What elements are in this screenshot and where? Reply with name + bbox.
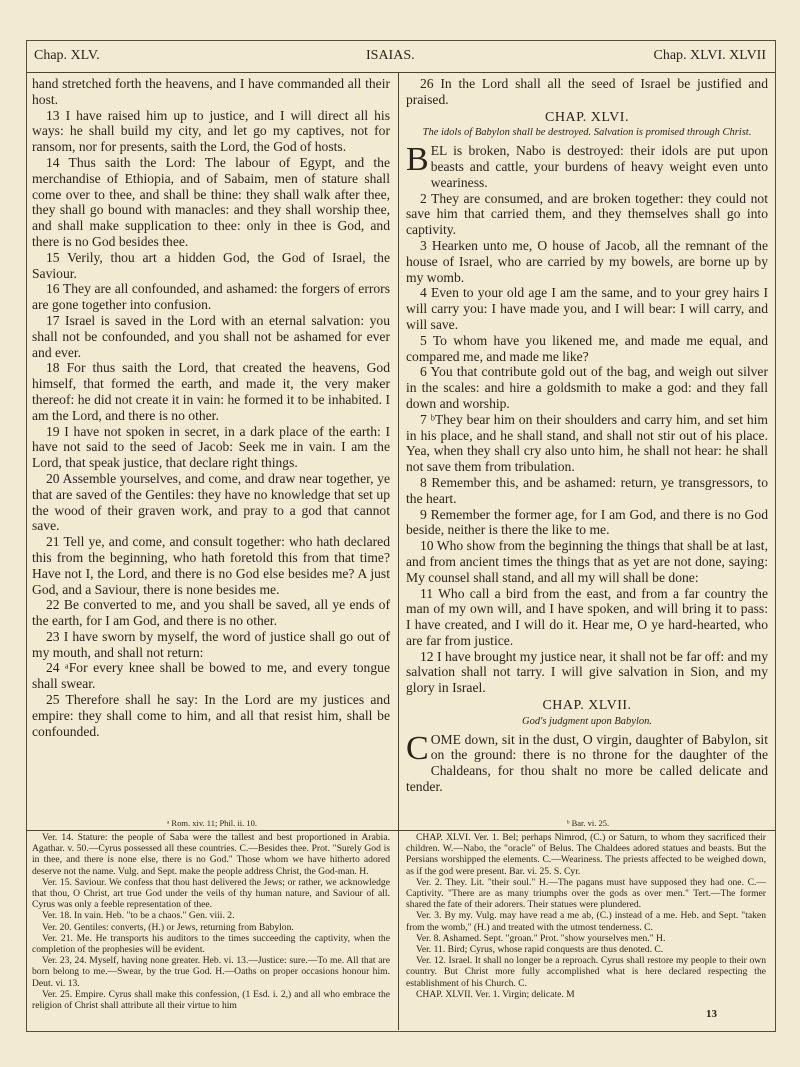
note: Ver. 18. In vain. Heb. "to be a chaos." Gen. viii. 2.	[42, 910, 235, 922]
footnote-rule	[26, 830, 775, 831]
verse-text: 12 I have brought my justice near, it shall not be far off: and my salvation shall not tarry. I will give salvation in Sion, and my glory in Israel.	[406, 648, 768, 696]
verse-text: OME down, sit in the dust, O virgin, daughter of Babylon, sit on the ground: there is no throne for the daughter of the Chaldeans, for thou shalt no more be called delicate and tender.	[406, 731, 768, 795]
note: Ver. 21. Me. He transports his auditors to the times succeeding the captivity, when the completion of the prophesies will be evident.	[32, 932, 390, 956]
verse-text: 17 Israel is saved in the Lord with an eternal salvation: you shall not be confounded, and you shall not be ashamed for ever and ever.	[32, 312, 390, 360]
verse-text: 9 Remember the former age, for I am God, and there is no God beside, neither is there the like to me.	[406, 506, 768, 538]
verse-text: 20 Assemble yourselves, and come, and draw near together, ye that are saved of the Gentiles: they have no knowledge that set up the wood of their graven work, and pray to a god that cannot save.	[32, 470, 390, 534]
note: CHAP. XLVII. Ver. 1. Virgin; delicate. M	[416, 988, 575, 1000]
page-number: 13	[706, 1008, 717, 1020]
drop-cap: C	[406, 729, 429, 767]
notes-divider	[398, 830, 399, 1030]
note: Ver. 25. Empire. Cyrus shall make this confession, (1 Esd. i. 2,) and all who embrace the religion of Christ shall attribute all their virtue to him	[32, 988, 390, 1012]
verse-text: 15 Verily, thou art a hidden God, the God of Israel, the Saviour.	[32, 249, 390, 281]
left-column	[32, 76, 390, 739]
verse-text: 11 Who call a bird from the east, and from a far country the man of my own will, and I have spoken, and will bring it to pass: I have created, and I will do it. Hear me, O ye hard-hearted, who are far from justice.	[406, 585, 768, 648]
chapter-summary: The idols of Babylon shall be destroyed. Salvation is promised through Christ.	[422, 127, 752, 139]
chapter-opening	[406, 143, 768, 190]
note: Ver. 2. They. Lit. "their soul." H.—The pagans must have supposed they had one. C.—Captivity. "There are as many triumphs over the gods as over men." Tert.—The former shared the fate of their adorers. Their statues were plundered.	[406, 876, 766, 911]
header-left: Chap. XLV.	[34, 48, 100, 63]
note: Ver. 8. Ashamed. Sept. "groan." Prot. "show yourselves men." H.	[416, 932, 666, 944]
note: Ver. 3. By my. Vulg. may have read a me ab, (C.) instead of a me. Heb. and Sept. "taken from the womb," (H.) and treated with the utmost tenderness. C.	[406, 910, 766, 933]
note: Ver. 23, 24. Myself, having none greater. Heb. vi. 13.—Justice: sure.—To me. All that are born belong to me.—Swear, by the true God. H.—Oaths on proper occasions honour him. Deut. vi. 13.	[32, 955, 390, 989]
verse-text: hand stretched forth the heavens, and I have commanded all their host.	[32, 76, 390, 107]
drop-cap: B	[406, 141, 429, 179]
note: Ver. 12. Israel. It shall no longer be a reproach. Cyrus shall restore my people to their own country. But Christ more fully accomplished what is here declared respecting the establishment of his Church. C.	[406, 955, 766, 989]
chapter-heading: CHAP. XLVII.	[542, 698, 632, 714]
verse-text: 16 They are all confounded, and ashamed: the forgers of errors are gone together into confusion.	[32, 281, 390, 313]
header-center: ISAIAS.	[366, 48, 415, 63]
book-page	[26, 22, 778, 1032]
notes-right	[406, 832, 766, 1000]
chapter-summary: God's judgment upon Babylon.	[522, 715, 652, 727]
verse-text: 10 Who show from the beginning the things that shall be at last, and from ancient times the things that as yet are not done, saying: My counsel shall stand, and all my will shall be done:	[406, 538, 768, 585]
verse-text: 21 Tell ye, and come, and consult together: who hath declared this from the beginning, who hath foretold this from that time? Have not I, the Lord, and there is no God else besides me? A just God, and a Saviour, there is none besides me.	[32, 534, 390, 597]
note: Ver. 11. Bird; Cyrus, whose rapid conquests are thus denoted. C.	[416, 944, 664, 956]
verse-text: EL is broken, Nabo is destroyed: their idols are put upon beasts and cattle, your burdens of heavy weight even unto weariness.	[430, 143, 768, 190]
right-column	[406, 76, 768, 795]
note: Ver. 14. Stature: the people of Saba were the tallest and best proportioned in Arabia. Agathar. v. 50.—Cyrus possessed all these countries. C.—Besides thee. Prot. "Surely God is in thee, and there is none else, there is no God." Those whom we have hitherto adored deserve not the name. Vulg. and Sept. make the people address Christ, the God-man. H.	[32, 832, 390, 877]
verse-text: 3 Hearken unto me, O house of Jacob, all the remnant of the house of Israel, who are carried by my bowels, are borne up by my womb.	[406, 237, 768, 285]
verse-text: 22 Be converted to me, and you shall be saved, all ye ends of the earth, for I am God, and there is no other.	[32, 597, 390, 629]
verse-text: 18 For thus saith the Lord, that created the heavens, God himself, that formed the earth, and made it, the very maker thereof: he did not create it in vain: he formed it to be inhabited. I am the Lord, and there is no other.	[32, 360, 390, 423]
verse-text: 13 I have raised him up to justice, and I will direct all his ways: he shall build my city, and let go my captives, not for ransom, nor for presents, saith the Lord, the God of hosts.	[32, 107, 390, 155]
verse-text: 8 Remember this, and be ashamed: return, ye transgressors, to the heart.	[406, 474, 768, 506]
verse-text: 24 ᵃFor every knee shall be bowed to me, and every tongue shall swear.	[32, 660, 390, 692]
footnote-right: ᵇ Bar. vi. 25.	[566, 818, 610, 828]
chapter-heading: CHAP. XLVI.	[545, 109, 629, 125]
verse-text: 4 Even to your old age I am the same, and to your grey hairs I will carry you: I have made you, and I will bear: I will carry, and will save.	[406, 285, 768, 332]
verse-text: 6 You that contribute gold out of the bag, and weigh out silver in the scales: and hire a goldsmith to make a god: and they fall down and worship.	[406, 364, 768, 411]
note: Ver. 20. Gentiles: converts, (H.) or Jews, returning from Babylon.	[42, 921, 294, 933]
chapter-opening	[406, 729, 768, 795]
note: Ver. 15. Saviour. We confess that thou hast delivered the Jews; or rather, we acknowledge that thou, O Christ, art true God under the veils of thy human nature, and Saviour of all. Cyrus was only a feeble representation of thee.	[32, 876, 390, 911]
verse-text: 23 I have sworn by myself, the word of justice shall go out of my mouth, and shall not return:	[32, 628, 390, 660]
verse-text: 5 To whom have you likened me, and made me equal, and compared me, and made me like?	[406, 332, 768, 364]
footnote-left: ᵃ Rom. xiv. 11; Phil. ii. 10.	[166, 818, 257, 828]
note: CHAP. XLVI. Ver. 1. Bel; perhaps Nimrod, (C.) or Saturn, to whom they sacrificed their children. W.—Nabo, the "oracle" of Belus. The Chaldees adored statues and beasts. But the Persians worshipped the elements. C.—Weariness. The priests affected to be weighed down, as if the god were present. Bar. vi. 25. S. Cyr.	[406, 832, 766, 877]
verse-text: 26 In the Lord shall all the seed of Israel be justified and praised.	[406, 76, 768, 107]
header-rule	[26, 72, 775, 73]
verse-text: 2 They are consumed, and are broken together: they could not save him that carried them, and they themselves shall go into captivity.	[406, 190, 768, 238]
header-right: Chap. XLVI. XLVII	[653, 48, 766, 63]
verse-text: 14 Thus saith the Lord: The labour of Egypt, and the merchandise of Ethiopia, and of Sabaim, men of stature shall come over to thee, and shall be thine: they shall walk after thee, they shall go bound with manacles: and they shall worship thee, and shall make supplication to thee: only in thee is God, and there is no God besides thee.	[32, 154, 390, 249]
column-divider	[398, 72, 399, 832]
verse-text: 7 ᵇThey bear him on their shoulders and carry him, and set him in his place, and he shall stand, and shall not stir out of his place. Yea, when they shall cry also unto him, he shall not hear: he shall not save them from tribulation.	[406, 411, 768, 475]
verse-text: 19 I have not spoken in secret, in a dark place of the earth: I have not said to the seed of Jacob: Seek me in vain. I am the Lord, that speak justice, that declare right things.	[32, 423, 390, 471]
running-header	[26, 22, 778, 63]
notes-left	[32, 832, 390, 1011]
verse-text: 25 Therefore shall he say: In the Lord are my justices and empire: they shall come to him, and all that resist him, shall be confounded.	[32, 692, 390, 739]
